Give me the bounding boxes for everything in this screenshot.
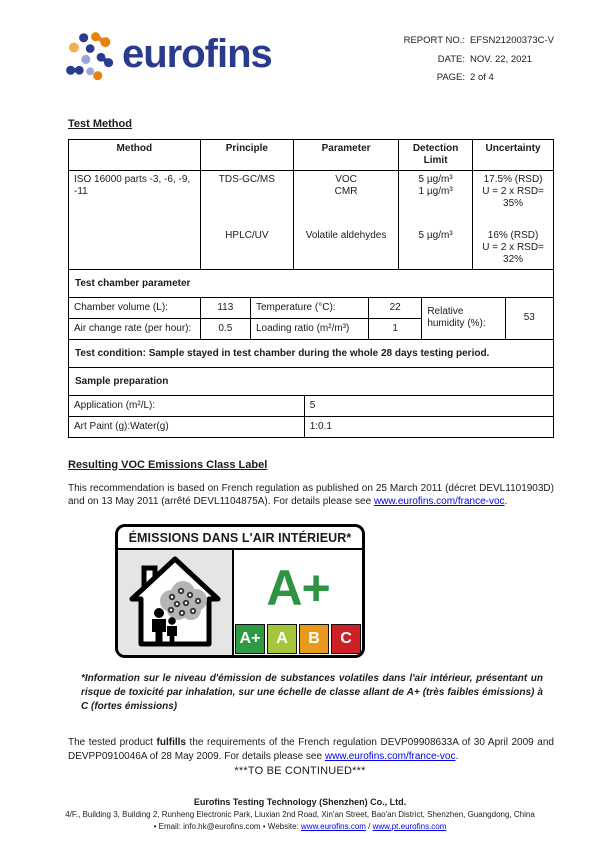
table-row <box>69 170 553 269</box>
report-no-label: REPORT NO.: <box>403 35 466 46</box>
report-page-row <box>403 73 554 83</box>
page-footer <box>20 796 580 832</box>
table-row <box>69 395 553 416</box>
fulfills-emphasis: fulfills <box>156 737 186 749</box>
method-cell: ISO 16000 parts -3, -6, -9, -11 <box>69 170 200 269</box>
col-method: Method <box>69 140 200 171</box>
sample-preparation-table <box>69 395 553 437</box>
sample-preparation-title: Sample preparation <box>69 367 553 395</box>
pt-eurofins-website-link[interactable]: www.pt.eurofins.com <box>372 821 447 831</box>
eurofins-logo-icon <box>62 28 114 85</box>
art-paint-value: 1:0.1 <box>304 416 553 437</box>
humidity-value: 53 <box>505 297 553 339</box>
col-principle: Principle <box>200 140 293 171</box>
table-row <box>69 416 553 437</box>
loading-ratio-value: 1 <box>369 318 422 339</box>
result-paragraph: The tested product fulfills the requirements of the French regulation DEVP09908633A of 30 April 2009 and DEVPP0910046A of 28 May 2009. For details please see www.eurofins.com/france-voc. <box>68 737 554 762</box>
logo-wordmark: eurofins <box>122 31 272 76</box>
emission-scale <box>234 624 362 655</box>
france-voc-link[interactable]: www.eurofins.com/france-voc <box>324 750 456 762</box>
chamber-parameter-table <box>69 297 553 339</box>
temperature-value: 22 <box>369 297 422 318</box>
report-info <box>403 36 554 92</box>
scale-a: A <box>267 624 297 654</box>
col-parameter: Parameter <box>294 140 399 171</box>
air-change-label: Air change rate (per hour): <box>69 318 200 339</box>
principle-cell: TDS-GC/MS HPLC/UV <box>200 170 293 269</box>
company-name: Eurofins Testing Technology (Shenzhen) Co., Ltd. <box>193 797 407 807</box>
air-change-value: 0.5 <box>200 318 250 339</box>
report-number-row <box>403 36 554 46</box>
page-header <box>62 28 554 92</box>
scale-b: B <box>299 624 329 654</box>
voc-section-heading: Resulting VOC Emissions Class Label <box>68 458 268 471</box>
date-label: DATE: <box>437 53 466 65</box>
emission-grade: A+ <box>266 559 330 616</box>
test-condition-row: Test condition: Sample stayed in test chamber during the whole 28 days testing period. <box>69 339 553 367</box>
chamber-volume-label: Chamber volume (L): <box>69 297 200 318</box>
chamber-volume-value: 113 <box>200 297 250 318</box>
detection-limit-cell: 5 µg/m³ 1 µg/m³ 5 µg/m³ <box>399 170 473 269</box>
loading-ratio-label: Loading ratio (m²/m³) <box>250 318 368 339</box>
contact-line: • Email: info.hk@eurofins.com • Website: www.eurofins.com / www.pt.eurofins.com <box>153 821 447 831</box>
humidity-label: Relative humidity (%): <box>422 297 505 339</box>
report-date-row <box>403 55 554 65</box>
voc-intro-paragraph: This recommendation is based on French regulation as published on 25 March 2011 (décret DEVL1101903D) and on 13 May 2011 (arrêté DEVL1104875A). For details please see www.eurofins.com/france-voc. <box>68 482 554 507</box>
test-method-heading: Test Method <box>68 117 132 130</box>
house-pictogram <box>118 550 234 655</box>
house-emissions-icon <box>125 555 225 649</box>
scale-a-plus: A+ <box>235 624 265 654</box>
emissions-label-title: ÉMISSIONS DANS L'AIR INTÉRIEUR* <box>118 527 362 551</box>
col-uncertainty: Uncertainty <box>473 140 553 171</box>
art-paint-label: Art Paint (g):Water(g) <box>69 416 304 437</box>
table-row <box>69 297 553 318</box>
email-text: info.hk@eurofins.com <box>183 821 261 831</box>
table-header-row <box>69 140 553 171</box>
parameter-cell: VOC CMR Volatile aldehydes <box>294 170 399 269</box>
page-value: 2 of 4 <box>470 72 494 83</box>
application-label: Application (m²/L): <box>69 395 304 416</box>
application-value: 5 <box>304 395 553 416</box>
to-be-continued: ***TO BE CONTINUED*** <box>234 765 366 777</box>
report-no-value: EFSN21200373C-V <box>470 35 554 46</box>
chamber-section-title: Test chamber parameter <box>69 269 553 297</box>
test-method-table <box>68 139 554 438</box>
company-address: 4/F., Building 3, Building 2, Runheng Electronic Park, Liuxian 2nd Road, Xin'an Street, Bao'an District, Shenzhen, Guangdong, China <box>65 810 535 820</box>
eurofins-website-link[interactable]: www.eurofins.com <box>301 821 366 831</box>
eurofins-logo <box>62 28 272 85</box>
scale-c: C <box>331 624 361 654</box>
temperature-label: Temperature (°C): <box>250 297 368 318</box>
france-voc-link[interactable]: www.eurofins.com/france-voc <box>373 496 505 507</box>
french-label-footnote: *Information sur le niveau d'émission de substances volatiles dans l'air intérieur, présentant un risque de toxicité par inhalation, sur une échelle de classe allant de A+ (très faibles émissions) à C (fortes émissions) <box>81 672 543 712</box>
col-detection-limit: Detection Limit <box>399 140 473 171</box>
emissions-class-label <box>115 524 365 658</box>
date-value: NOV. 22, 2021 <box>470 53 533 65</box>
uncertainty-cell: 17.5% (RSD) U = 2 x RSD= 35% 16% (RSD) U = 2 x RSD= 32% <box>473 170 553 269</box>
page-label: PAGE: <box>436 72 466 83</box>
method-principle-table <box>69 140 553 269</box>
